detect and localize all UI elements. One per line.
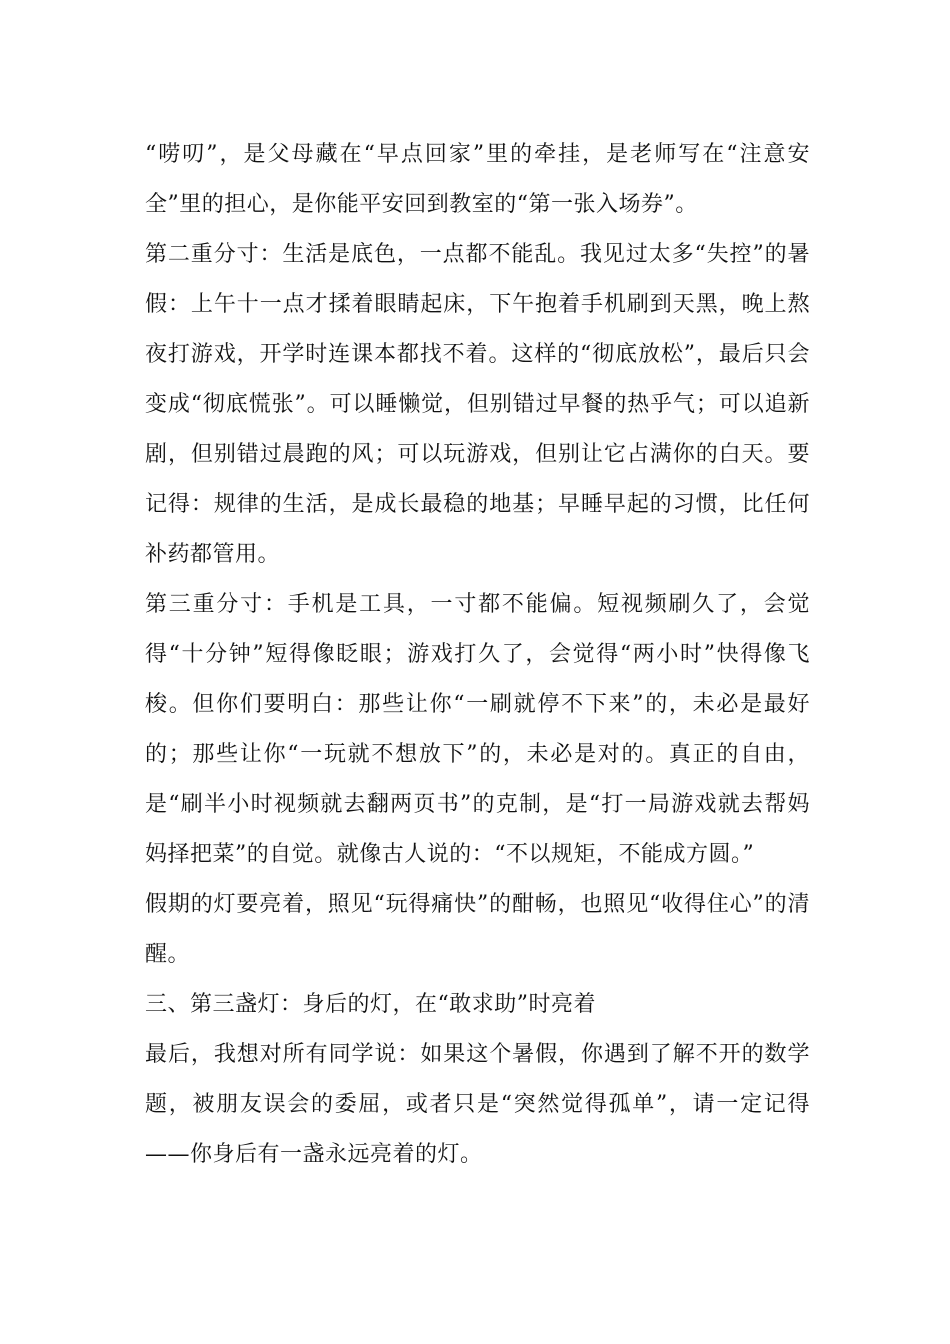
section-heading-third-lamp: 三、第三盏灯：身后的灯，在“敢求助”时亮着 xyxy=(145,992,596,1017)
paragraph-holiday-light: 假期的灯要亮着，照见“玩得痛快”的酣畅，也照见“收得住心”的清醒。 xyxy=(145,892,810,967)
document-body xyxy=(145,130,810,1180)
paragraph-nagging: “唠叨”，是父母藏在“早点回家”里的牵挂，是老师写在“注意安全”里的担心，是你能平安回到教室的“第一张入场券”。 xyxy=(145,142,810,217)
paragraph-second-measure: 第二重分寸：生活是底色，一点都不能乱。我见过太多“失控”的暑假：上午十一点才揉着眼睛起床，下午抱着手机刷到天黑，晚上熬夜打游戏，开学时连课本都找不着。这样的“彻底放松”，最后只会变成“彻底慌张”。可以睡懒觉，但别错过早餐的热乎气；可以追新剧，但别错过晨跑的风；可以玩游戏，但别让它占满你的白天。要记得：规律的生活，是成长最稳的地基；早睡早起的习惯，比任何补药都管用。 xyxy=(145,242,810,567)
paragraph-closing: 最后，我想对所有同学说：如果这个暑假，你遇到了解不开的数学题，被朋友误会的委屈，或者只是“突然觉得孤单”，请一定记得——你身后有一盏永远亮着的灯。 xyxy=(145,1042,810,1167)
paragraph-third-measure: 第三重分寸：手机是工具，一寸都不能偏。短视频刷久了，会觉得“十分钟”短得像眨眼；游戏打久了，会觉得“两小时”快得像飞梭。但你们要明白：那些让你“一刷就停不下来”的，未必是最好的；那些让你“一玩就不想放下”的，未必是对的。真正的自由，是“刷半小时视频就去翻两页书”的克制，是“打一局游戏就去帮妈妈择把菜”的自觉。就像古人说的：“不以规矩，不能成方圆。” xyxy=(145,592,810,867)
